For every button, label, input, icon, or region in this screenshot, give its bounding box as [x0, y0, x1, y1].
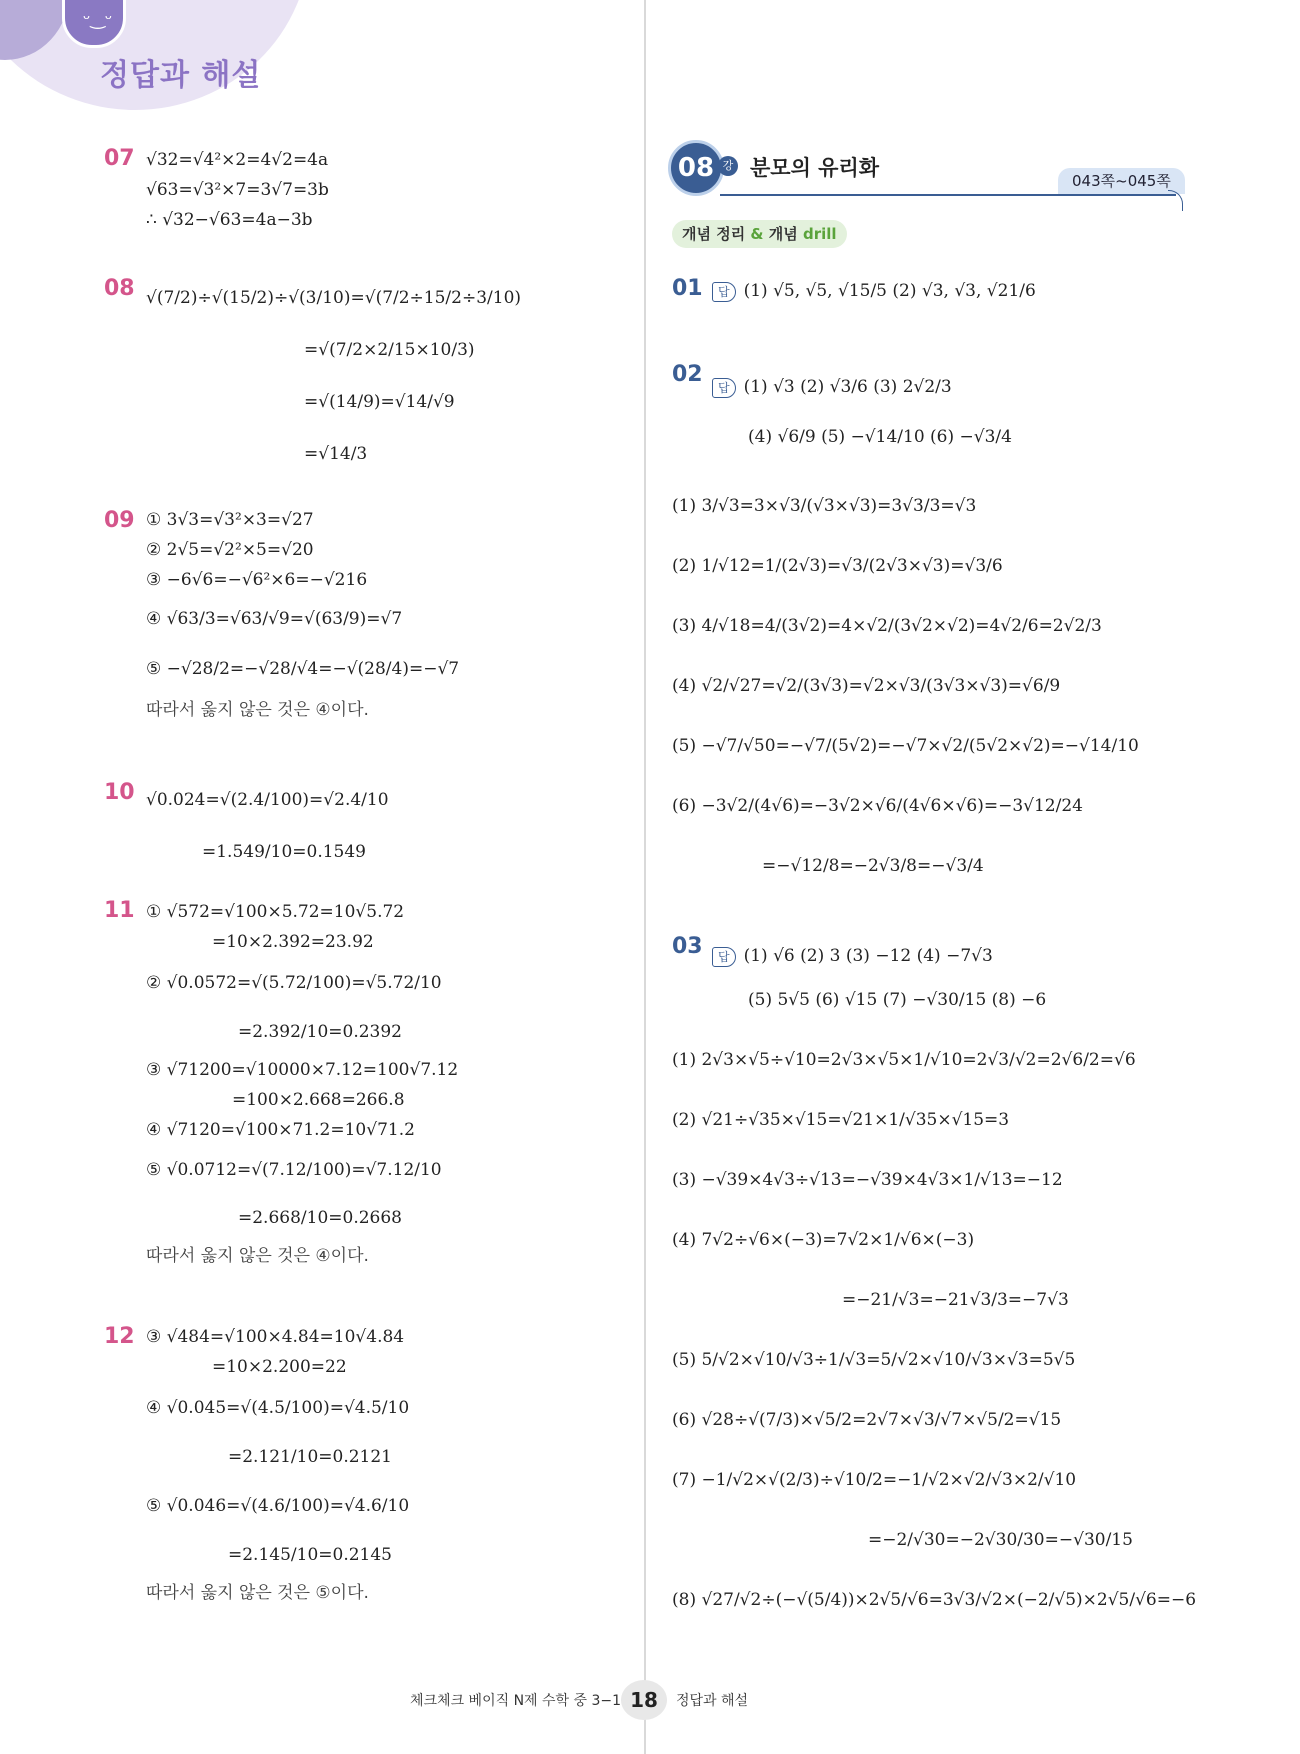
problem-10-solution — [146, 774, 389, 878]
solution-line: =2.121/10=0.2121 — [228, 1447, 392, 1467]
problem-03-solution — [672, 1030, 1196, 1630]
solution-line: √32=√4²×2=4√2=4a — [146, 150, 329, 170]
problem-09-solution — [146, 505, 459, 725]
lesson-title: 분모의 유리화 — [750, 156, 880, 180]
solution-line: ∴ √32−√63=4a−3b — [146, 210, 313, 230]
solution-line: =2.392/10=0.2392 — [238, 1022, 402, 1042]
solution-line: (5) 5/√2×√10/√3÷1/√3=5/√2×√10/√3×√3=5√5 — [672, 1350, 1076, 1370]
conclusion-text: 따라서 옳지 않은 것은 ⑤이다. — [146, 1583, 369, 1603]
problem-number: 03 — [672, 934, 703, 959]
solution-line: =100×2.668=266.8 — [232, 1090, 405, 1110]
problem-number: 11 — [104, 898, 135, 923]
solution-line: ⑤ −√28/2=−√28/√4=−√(28/4)=−√7 — [146, 659, 460, 679]
solution-line: =√(7/2×2/15×10/3) — [304, 340, 475, 360]
lesson-number-badge: 08 — [668, 140, 724, 196]
solution-line: ④ √63/3=√63/√9=√(63/9)=√7 — [146, 609, 403, 629]
solution-line: (3) 4/√18=4/(3√2)=4×√2/(3√2×√2)=4√2/6=2√2/3 — [672, 616, 1102, 636]
page-footer — [0, 1680, 1300, 1720]
solution-line: (2) 1/√12=1/(2√3)=√3/(2√3×√3)=√3/6 — [672, 556, 1003, 576]
solution-line: ② √0.0572=√(5.72/100)=√5.72/10 — [146, 973, 442, 993]
problem-02-answer — [712, 362, 1012, 462]
solution-line: √0.024=√(2.4/100)=√2.4/10 — [146, 790, 389, 810]
solution-line: (6) −3√2/(4√6)=−3√2×√6/(4√6×√6)=−3√12/24 — [672, 796, 1083, 816]
solution-line: =2.145/10=0.2145 — [228, 1545, 392, 1565]
solution-line: ① √572=√100×5.72=10√5.72 — [146, 902, 405, 922]
drill-label-b: 개념 — [768, 225, 798, 243]
problem-12-solution — [146, 1322, 409, 1608]
solution-line: =√14/3 — [304, 444, 368, 464]
conclusion-text: 따라서 옳지 않은 것은 ④이다. — [146, 1246, 369, 1266]
solution-line: =1.549/10=0.1549 — [202, 842, 366, 862]
solution-line: (4) √2/√27=√2/(3√3)=√2×√3/(3√3×√3)=√6/9 — [672, 676, 1061, 696]
solution-line: (2) √21÷√35×√15=√21×1/√35×√15=3 — [672, 1110, 1010, 1130]
problem-number: 01 — [672, 276, 703, 301]
smile-face-icon: ᵕ‿ᵕ — [62, 0, 126, 48]
solution-line: (7) −1/√2×√(2/3)÷√10/2=−1/√2×√2/√3×2/√10 — [672, 1470, 1077, 1490]
problem-number: 08 — [104, 276, 135, 301]
solution-line: (1) 3/√3=3×√3/(√3×√3)=3√3/3=√3 — [672, 496, 977, 516]
problem-02-solution — [672, 476, 1139, 896]
solution-line: =−√12/8=−2√3/8=−√3/4 — [762, 856, 984, 876]
problem-03-answer — [712, 934, 1046, 1022]
solution-line: ④ √7120=√100×71.2=10√71.2 — [146, 1120, 415, 1140]
solution-line: (8) √27/√2÷(−√(5/4))×2√5/√6=3√3/√2×(−2/√5)×2√5/√6=−6 — [672, 1590, 1197, 1610]
problem-number: 02 — [672, 362, 703, 387]
problem-number: 09 — [104, 508, 135, 533]
problem-number: 12 — [104, 1324, 135, 1349]
answer-badge: 답 — [712, 282, 736, 302]
drill-label-a: 개념 정리 — [682, 225, 746, 243]
answer-text: (1) √5, √5, √15/5 (2) √3, √3, √21/6 — [743, 281, 1036, 301]
solution-line: ③ −6√6=−√6²×6=−√216 — [146, 570, 368, 590]
solution-line: (1) 2√3×√5÷√10=2√3×√5×1/√10=2√3/√2=2√6/2=√6 — [672, 1050, 1136, 1070]
problem-number: 07 — [104, 146, 135, 171]
drill-label-c: drill — [802, 225, 837, 243]
solution-line: ⑤ √0.0712=√(7.12/100)=√7.12/10 — [146, 1160, 442, 1180]
solution-line: ② 2√5=√2²×5=√20 — [146, 540, 314, 560]
solution-line: =−21/√3=−21√3/3=−7√3 — [842, 1290, 1069, 1310]
solution-line: =10×2.200=22 — [212, 1357, 347, 1377]
concept-drill-label — [672, 220, 847, 248]
problem-07-solution — [146, 145, 329, 235]
answer-text: (1) √6 (2) 3 (3) −12 (4) −7√3 — [743, 946, 993, 966]
solution-line: (5) −√7/√50=−√7/(5√2)=−√7×√2/(5√2×√2)=−√14/10 — [672, 736, 1139, 756]
solution-line: =2.668/10=0.2668 — [238, 1208, 402, 1228]
drill-label-amp: & — [750, 225, 764, 243]
solution-line: √(7/2)÷√(15/2)÷√(3/10)=√(7/2÷15/2÷3/10) — [146, 288, 522, 308]
column-divider — [644, 0, 646, 1754]
problem-number: 10 — [104, 780, 135, 805]
answer-text: (5) 5√5 (6) √15 (7) −√30/15 (8) −6 — [748, 990, 1047, 1010]
problem-08-solution — [146, 272, 521, 480]
lesson-suffix: 강 — [718, 156, 738, 176]
solution-line: ⑤ √0.046=√(4.6/100)=√4.6/10 — [146, 1496, 410, 1516]
answer-text: (1) √3 (2) √3/6 (3) 2√2/3 — [743, 377, 952, 397]
answer-text: (4) √6/9 (5) −√14/10 (6) −√3/4 — [748, 427, 1012, 447]
solution-line: =10×2.392=23.92 — [212, 932, 374, 952]
solution-line: √63=√3²×7=3√7=3b — [146, 180, 329, 200]
problem-01-answer — [712, 276, 1036, 306]
answer-badge: 답 — [712, 378, 736, 398]
solution-line: ③ √484=√100×4.84=10√4.84 — [146, 1327, 405, 1347]
footer-page-number: 18 — [621, 1680, 667, 1720]
solution-line: =√(14/9)=√14/√9 — [304, 392, 455, 412]
footer-section: 정답과 해설 — [676, 1693, 749, 1709]
footer-book-title: 체크체크 베이직 N제 수학 중 3−1 — [410, 1693, 622, 1709]
page-range-tab: 043쪽~045쪽 — [1058, 168, 1185, 194]
solution-line: (4) 7√2÷√6×(−3)=7√2×1/√6×(−3) — [672, 1230, 975, 1250]
solution-line: ④ √0.045=√(4.5/100)=√4.5/10 — [146, 1398, 410, 1418]
solution-line: (3) −√39×4√3÷√13=−√39×4√3×1/√13=−12 — [672, 1170, 1063, 1190]
page-header-title: 정답과 해설 — [100, 58, 262, 93]
answer-badge: 답 — [712, 947, 736, 967]
solution-line: (6) √28÷√(7/3)×√5/2=2√7×√3/√7×√5/2=√15 — [672, 1410, 1062, 1430]
problem-11-solution — [146, 897, 458, 1271]
solution-line: ③ √71200=√10000×7.12=100√7.12 — [146, 1060, 459, 1080]
lesson-underline — [720, 194, 1176, 196]
conclusion-text: 따라서 옳지 않은 것은 ④이다. — [146, 700, 369, 720]
solution-line: ① 3√3=√3²×3=√27 — [146, 510, 314, 530]
solution-line: =−2/√30=−2√30/30=−√30/15 — [868, 1530, 1133, 1550]
